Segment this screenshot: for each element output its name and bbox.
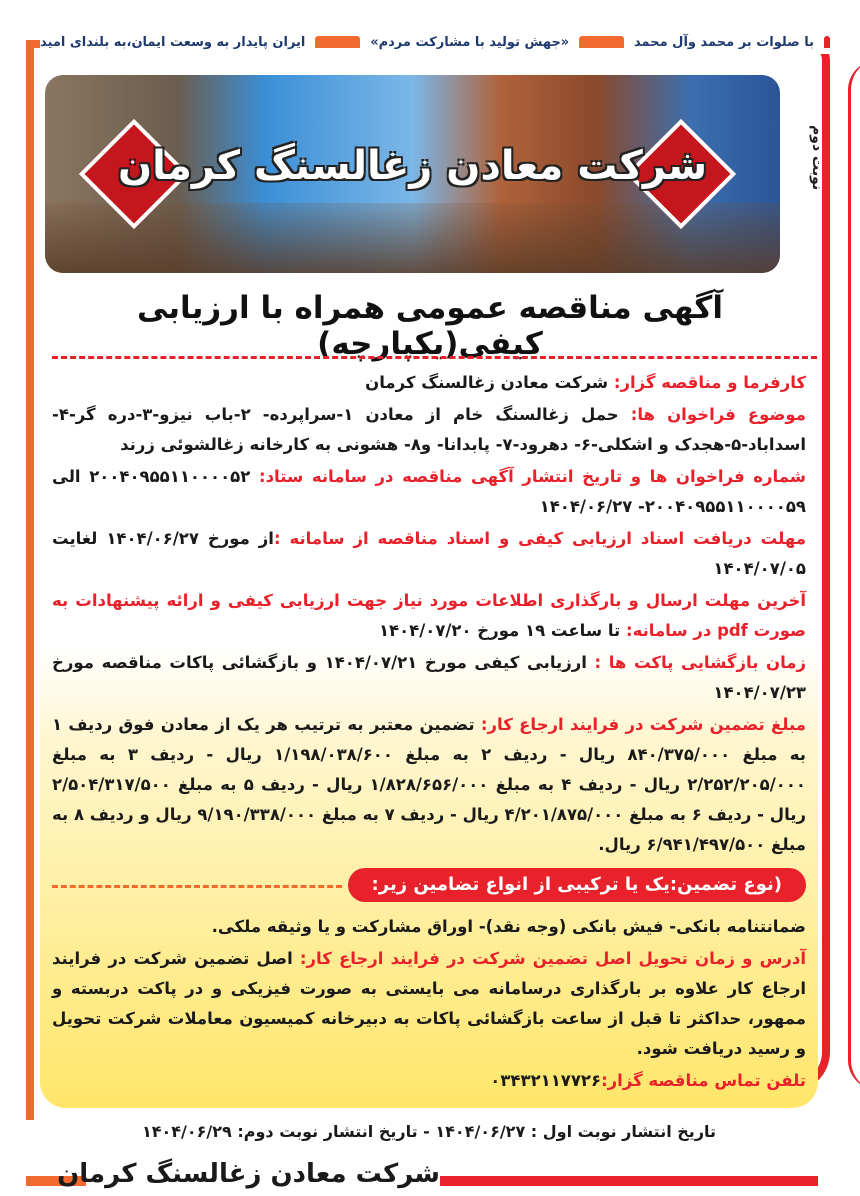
slogan: «جهش تولید با مشارکت مردم» [370,34,570,50]
detail-value: ۲۰۰۴۰۹۵۵۱۱۰۰۰۰۵۲ الی ۲۰۰۴۰۹۵۵۱۱۰۰۰۰۵۹- ۱۴۰۴/۰۶/۲۷ [52,467,806,516]
slogan-bar [40,30,830,54]
detail-item [52,710,806,860]
guarantee-heading [52,868,806,906]
guarantee-type-pill: (نوع تضمین:یک یا ترکیبی از انواع تضامین زیر: [348,868,806,902]
banner-title: شرکت معادن زغالسنگ کرمان [117,143,708,189]
guarantee-types: ضمانتنامه بانکی- فیش بانکی (وجه نقد)- اوراق مشارکت و یا وثیقه ملکی. [211,917,806,936]
detail-label: شماره فراخوان ها و تاریخ انتشار آگهی مناقصه در سامانه ستاد: [258,467,806,486]
detail-item [52,462,806,522]
detail-value: اصل تضمین شرکت در فرایند ارجاع کار علاوه بر بارگذاری درسامانه می بایستی به صورت فیزیکی و در پاکت دربسته و ممهور، حداکثر تا قبل از ساعت بازگشائی پاکات به دبیرخانه کمیسیون معاملات شرکت تحویل و رسید دریافت شود. [52,949,806,1058]
detail-item [52,368,806,398]
footer-company-name: شرکت معادن زغالسنگ کرمان [150,1154,440,1194]
detail-item [52,648,806,708]
slogan: ایران پایدار به وسعت ایمان،به بلندای امید [40,34,306,50]
detail-label: مهلت دریافت اسناد ارزیابی کیفی و اسناد مناقصه از سامانه : [273,529,806,548]
detail-item [52,944,806,1064]
tender-content [40,368,818,1196]
page-title: آگهی مناقصه عمومی همراه با ارزیابی کیفی(یکپارچه) [137,290,723,362]
detail-value: از مورخ ۱۴۰۴/۰۶/۲۷ لغایت ۱۴۰۴/۰۷/۰۵ [52,529,806,578]
detail-label: آدرس و زمان تحویل اصل تضمین شرکت در فرایند ارجاع کار: [299,949,806,968]
phone-number: ۰۳۴۳۲۱۱۷۷۲۶ [490,1071,602,1090]
company-banner [45,75,780,273]
frame-left [26,40,34,1120]
tender-details-lower [40,648,818,860]
tender-details [40,368,818,646]
detail-item [52,400,806,460]
detail-label: مبلغ تضمین شرکت در فرایند ارجاع کار: [480,715,806,734]
detail-value: شرکت معادن زغالسنگ کرمان [365,373,614,392]
detail-item [52,586,806,646]
bar-accent [824,36,830,48]
detail-item [52,1066,806,1096]
detail-value: حمل زغالسنگ خام از معادن ۱-سراپرده- ۲-باب نیزو-۳-دره گر-۴- اسداباد-۵-هجدک و اشکلی-۶- دهرود-۷- پابدانا- و۸- هشونی به کارخانه زغالشوئی زرند [52,405,806,454]
publication-dates: تاریخ انتشار نوبت اول : ۱۴۰۴/۰۶/۲۷ - تاریخ انتشار نوبت دوم: ۱۴۰۴/۰۶/۲۹ [141,1122,717,1141]
highlight-background [40,648,818,1108]
footer [40,1154,818,1196]
detail-value: ارزیابی کیفی مورخ ۱۴۰۴/۰۷/۲۱ و بازگشائی پاکات مناقصه مورخ ۱۴۰۴/۰۷/۲۳ [52,653,806,702]
slogan: با صلوات بر محمد وآل محمد [634,34,815,50]
detail-label: آخرین مهلت ارسال و بارگذاری اطلاعات مورد نیاز جهت ارزیابی کیفی و ارائه پیشنهادات به صورت pdf در سامانه: [52,591,806,640]
edition-label: نوبت دوم [809,124,825,190]
bar-accent [315,36,360,48]
detail-item [52,524,806,584]
frame-accent [440,1176,818,1186]
detail-label: موضوع فراخوان ها: [630,405,806,424]
detail-label: تلفن تماس مناقصه گزار: [601,1071,806,1090]
detail-label: کارفرما و مناقصه گزار: [613,373,806,392]
divider [52,885,342,888]
guarantee-details [40,912,818,1096]
divider [52,356,817,359]
detail-value: تضمین معتبر به ترتیب هر یک از معادن فوق ردیف ۱ به مبلغ ۸۴۰/۳۷۵/۰۰۰ ریال - ردیف ۲ به مبلغ ۱/۱۹۸/۰۳۸/۶۰۰ ریال - ردیف ۳ به مبلغ ۲/۲۵۲/۲۰۵/۰۰۰ ریال - ردیف ۴ به مبلغ ۱/۸۲۸/۶۵۶/۰۰۰ ریال - ردیف ۵ به مبلغ ۲/۵۰۴/۳۱۷/۵۰۰ ریال - ردیف ۶ به مبلغ ۴/۲۰۱/۸۷۵/۰۰۰ ریال - ردیف ۷ به مبلغ ۹/۱۹۰/۳۳۸/۰۰۰ ریال و ردیف ۸ به مبلغ ۶/۹۴۱/۴۹۷/۵۰۰ ریال. [52,715,806,854]
adjacent-ad-border [848,60,860,1090]
detail-value: تا ساعت ۱۹ مورخ ۱۴۰۴/۰۷/۲۰ [378,621,626,640]
bar-accent [579,36,624,48]
detail-label: زمان بازگشایی پاکت ها : [594,653,806,672]
